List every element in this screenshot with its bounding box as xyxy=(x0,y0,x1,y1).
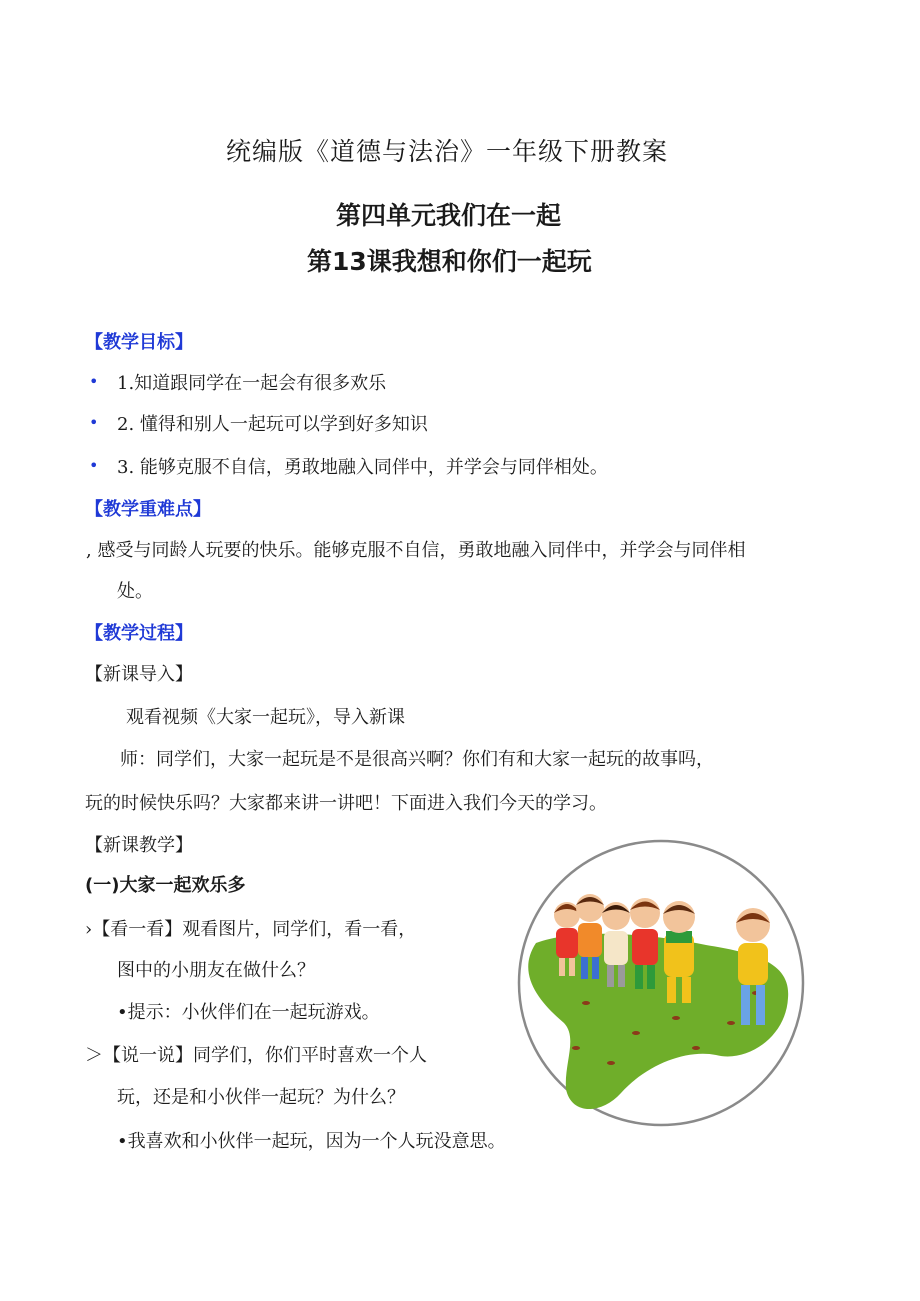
say-line-1: ＞【说一说】同学们，你们平时喜欢一个人 xyxy=(85,1045,427,1066)
objective-item-3: 3. 能够克服不自信，勇敢地融入同伴中，并学会与同伴相处。 xyxy=(117,457,608,478)
bullet-2: • xyxy=(89,413,99,432)
lesson-title: 第13课我想和你们一起玩 xyxy=(307,247,592,276)
keypoints-line-1: , 感受与同龄人玩要的快乐。能够克服不自信，勇敢地融入同伴中，并学会与同伴相 xyxy=(86,540,746,561)
objectives-heading: 【教学目标】 xyxy=(85,332,193,353)
bullet-3: • xyxy=(89,456,99,475)
hint-line: •提示：小伙伴们在一起玩游戏。 xyxy=(117,1002,380,1023)
teacher-line-1: 师：同学们，大家一起玩是不是很高兴啊？你们有和大家一起玩的故事吗， xyxy=(120,749,714,770)
look-line-2: 图中的小朋友在做什么？ xyxy=(117,960,315,981)
objective-item-1: 1.知道跟同学在一起会有很多欢乐 xyxy=(117,373,387,394)
bullet-1: • xyxy=(89,372,99,391)
teaching-heading: 【新课教学】 xyxy=(85,835,193,856)
keypoints-heading: 【教学重难点】 xyxy=(85,499,211,520)
unit-title: 第四单元我们在一起 xyxy=(336,201,562,230)
children-playing-illustration xyxy=(516,833,806,1133)
intro-line: 观看视频《大家一起玩》，导入新课 xyxy=(126,707,405,728)
answer-line: •我喜欢和小伙伴一起玩，因为一个人玩没意思。 xyxy=(117,1131,506,1152)
process-heading: 【教学过程】 xyxy=(85,623,193,644)
teacher-line-2: 玩的时候快乐吗？大家都来讲一讲吧！下面进入我们今天的学习。 xyxy=(85,793,607,814)
objective-item-2: 2. 懂得和别人一起玩可以学到好多知识 xyxy=(117,414,428,435)
section-1-title: (一)大家一起欢乐多 xyxy=(85,875,246,896)
document-title: 统编版《道德与法治》一年级下册教案 xyxy=(226,137,669,166)
look-line-1: ›【看一看】观看图片，同学们，看一看， xyxy=(85,919,417,940)
say-line-2: 玩，还是和小伙伴一起玩？为什么？ xyxy=(117,1087,405,1108)
intro-heading: 【新课导入】 xyxy=(85,664,193,685)
keypoints-line-2: 处。 xyxy=(117,581,153,602)
